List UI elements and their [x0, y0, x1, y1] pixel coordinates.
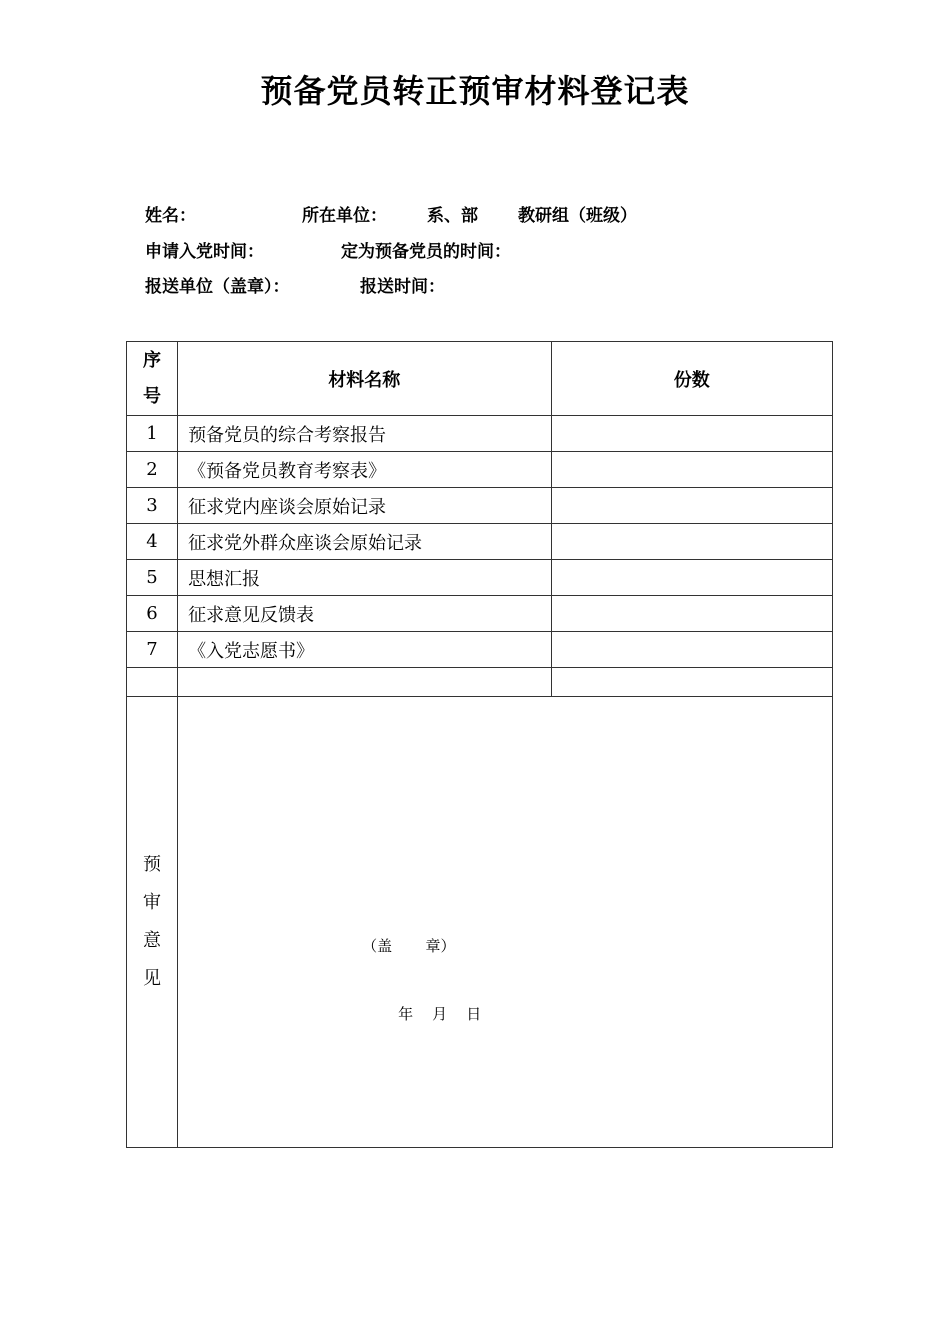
- blank-count-cell[interactable]: [551, 668, 832, 697]
- row-count-cell[interactable]: [551, 416, 832, 452]
- row-no: 5: [127, 560, 178, 596]
- row-no: 6: [127, 596, 178, 632]
- row-count-cell[interactable]: [551, 596, 832, 632]
- submit-time-label: 报送时间：: [360, 277, 445, 297]
- table-row: [127, 560, 833, 596]
- row-no: 7: [127, 632, 178, 668]
- row-material-name: 征求意见反馈表: [178, 596, 552, 632]
- blank-no-cell[interactable]: [127, 668, 178, 697]
- probation-time-label: 定为预备党员的时间：: [341, 242, 511, 262]
- row-material-name: 预备党员的综合考察报告: [178, 416, 552, 452]
- seal-placeholder: （盖 章）: [362, 937, 456, 955]
- row-no: 4: [127, 524, 178, 560]
- row-no: 2: [127, 452, 178, 488]
- unit-label: 所在单位：: [302, 206, 387, 226]
- row-no: 3: [127, 488, 178, 524]
- table-row: [127, 524, 833, 560]
- header-no-line2: 号: [143, 385, 162, 407]
- apply-time-label: 申请入党时间：: [145, 242, 264, 262]
- table-row: [127, 632, 833, 668]
- review-opinion-area[interactable]: [178, 697, 833, 1148]
- table-row-blank: [127, 668, 833, 697]
- row-material-name: 《预备党员教育考察表》: [178, 452, 552, 488]
- header-material-name: 材料名称: [178, 342, 552, 416]
- review-label-char: 审: [143, 892, 162, 913]
- row-material-name: 思想汇报: [178, 560, 552, 596]
- review-row: [127, 697, 833, 1148]
- date-placeholder: 年 月 日: [398, 1005, 482, 1023]
- row-material-name: 《入党志愿书》: [178, 632, 552, 668]
- row-count-cell[interactable]: [551, 560, 832, 596]
- table-header-row: [127, 342, 833, 416]
- review-label-char: 意: [143, 930, 162, 951]
- group-label: 教研组（班级）: [518, 206, 637, 226]
- row-count-cell[interactable]: [551, 488, 832, 524]
- header-no: [127, 342, 178, 416]
- materials-table: [126, 341, 833, 1148]
- row-material-name: 征求党外群众座谈会原始记录: [178, 524, 552, 560]
- page-title: 预备党员转正预审材料登记表: [260, 72, 690, 110]
- table-row: [127, 488, 833, 524]
- header-count: 份数: [551, 342, 832, 416]
- blank-name-cell[interactable]: [178, 668, 552, 697]
- name-label: 姓名：: [145, 206, 196, 226]
- table-row: [127, 596, 833, 632]
- review-label-char: 见: [143, 968, 162, 989]
- dept-label: 系、部: [427, 206, 478, 226]
- row-material-name: 征求党内座谈会原始记录: [178, 488, 552, 524]
- header-no-line1: 序: [143, 349, 162, 371]
- row-no: 1: [127, 416, 178, 452]
- review-opinion-label: [127, 697, 178, 1148]
- row-count-cell[interactable]: [551, 452, 832, 488]
- submit-unit-label: 报送单位（盖章）：: [145, 277, 290, 297]
- table-row: [127, 452, 833, 488]
- row-count-cell[interactable]: [551, 632, 832, 668]
- row-count-cell[interactable]: [551, 524, 832, 560]
- review-label-char: 预: [143, 854, 162, 875]
- table-row: [127, 416, 833, 452]
